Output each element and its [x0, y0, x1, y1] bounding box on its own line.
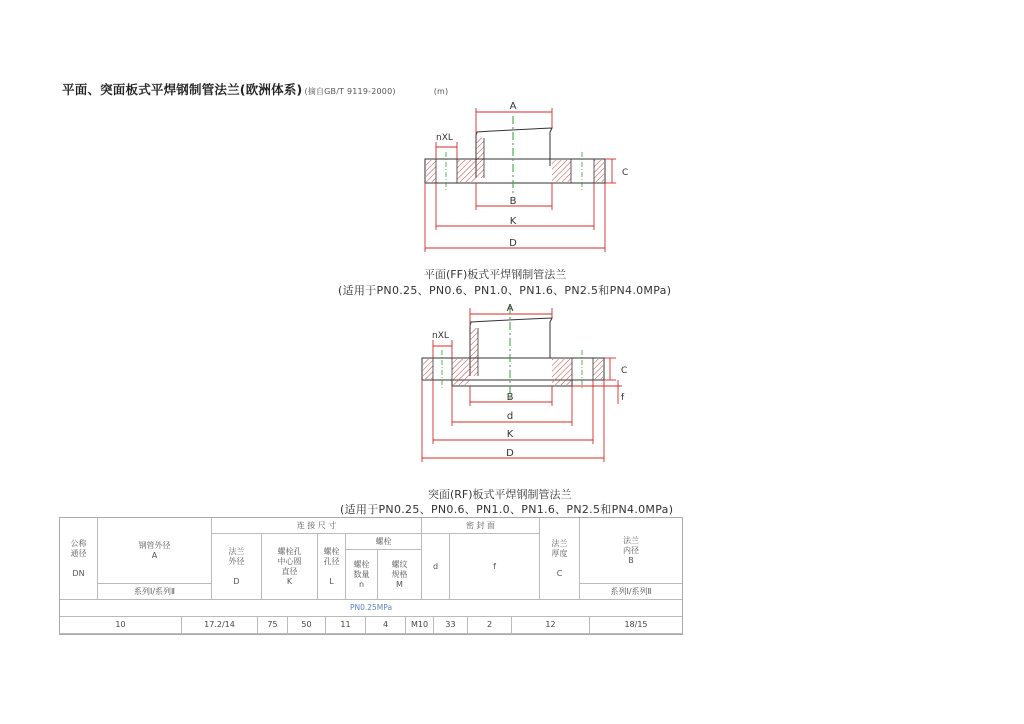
header-thread: 螺纹 规格 M	[378, 550, 422, 600]
ff-caption: 平面(FF)板式平焊钢制管法兰	[424, 268, 567, 281]
dim-c-label: C	[621, 366, 628, 376]
cell-bolt-count: 4	[366, 617, 406, 634]
rf-subcaption: (适用于PN0.25、PN0.6、PN1.0、PN1.6、PN2.5和PN4.0MPa)	[340, 503, 674, 516]
dim-k-label: K	[509, 216, 517, 227]
rf-caption: 突面(RF)板式平焊钢制管法兰	[428, 488, 572, 501]
pressure-band: PN0.25MPa	[60, 600, 682, 617]
ff-subcaption: (适用于PN0.25、PN0.6、PN1.0、PN1.6、PN2.5和PN4.0MPa)	[338, 284, 672, 297]
rf-flange-drawing	[410, 298, 640, 468]
header-flange-od: 法兰 外径 D	[212, 534, 262, 600]
document-title	[62, 80, 448, 98]
cell-flange-od: 75	[258, 617, 288, 634]
dim-small-d-label: d	[506, 411, 514, 422]
dim-d-label: D	[506, 448, 514, 459]
header-bore: 法兰 内径 B	[580, 518, 682, 584]
dim-c-label: C	[622, 168, 629, 178]
cell-bolt-hole: 11	[326, 617, 366, 634]
cell-bore: 18/15	[590, 617, 682, 634]
dim-b-label: B	[509, 196, 517, 207]
dim-d-label: D	[509, 238, 517, 249]
header-seal-face: 密 封 面	[422, 518, 540, 534]
cell-seal-d: 33	[434, 617, 468, 634]
header-thickness: 法兰 厚度 C	[540, 518, 580, 600]
cell-thread: M10	[406, 617, 434, 634]
standard-ref: (摘自GB/T 9119-2000)	[304, 87, 396, 96]
dim-f-label: f	[621, 393, 625, 403]
dim-b-label: B	[506, 392, 514, 403]
header-bolt-hole: 螺栓 孔径 L	[318, 534, 346, 600]
header-seal-f: f	[450, 534, 540, 600]
cell-pipe-od: 17.2/14	[182, 617, 258, 634]
cell-bolt-circle: 50	[288, 617, 326, 634]
dim-k-label: K	[506, 429, 514, 440]
unit-label: (m)	[433, 87, 449, 96]
dim-a-label: A	[506, 303, 514, 314]
title-text: 平面、突面板式平焊钢制管法兰(欧洲体系)	[62, 82, 303, 97]
header-series-pipe: 系列Ⅰ/系列Ⅱ	[98, 584, 212, 600]
cell-seal-f: 2	[468, 617, 512, 634]
header-dn: 公称 通径 DN	[60, 518, 98, 600]
header-bolt-circle: 螺栓孔 中心圆 直径 K	[262, 534, 318, 600]
header-series-bore: 系列Ⅰ/系列Ⅱ	[580, 584, 682, 600]
ff-flange-drawing	[410, 96, 640, 256]
dim-nxl-label: nXL	[432, 331, 449, 341]
cell-thickness: 12	[512, 617, 590, 634]
header-bolt: 螺栓	[346, 534, 422, 550]
cell-dn: 10	[60, 617, 182, 634]
spec-table	[59, 517, 683, 635]
header-pipe-od: 钢管外径 A	[98, 518, 212, 584]
header-bolt-count: 螺栓 数量 n	[346, 550, 378, 600]
header-seal-d: d	[422, 534, 450, 600]
dim-a-label: A	[509, 101, 517, 112]
dim-nxl-label: nXL	[436, 133, 453, 143]
header-connection: 连 接 尺 寸	[212, 518, 422, 534]
